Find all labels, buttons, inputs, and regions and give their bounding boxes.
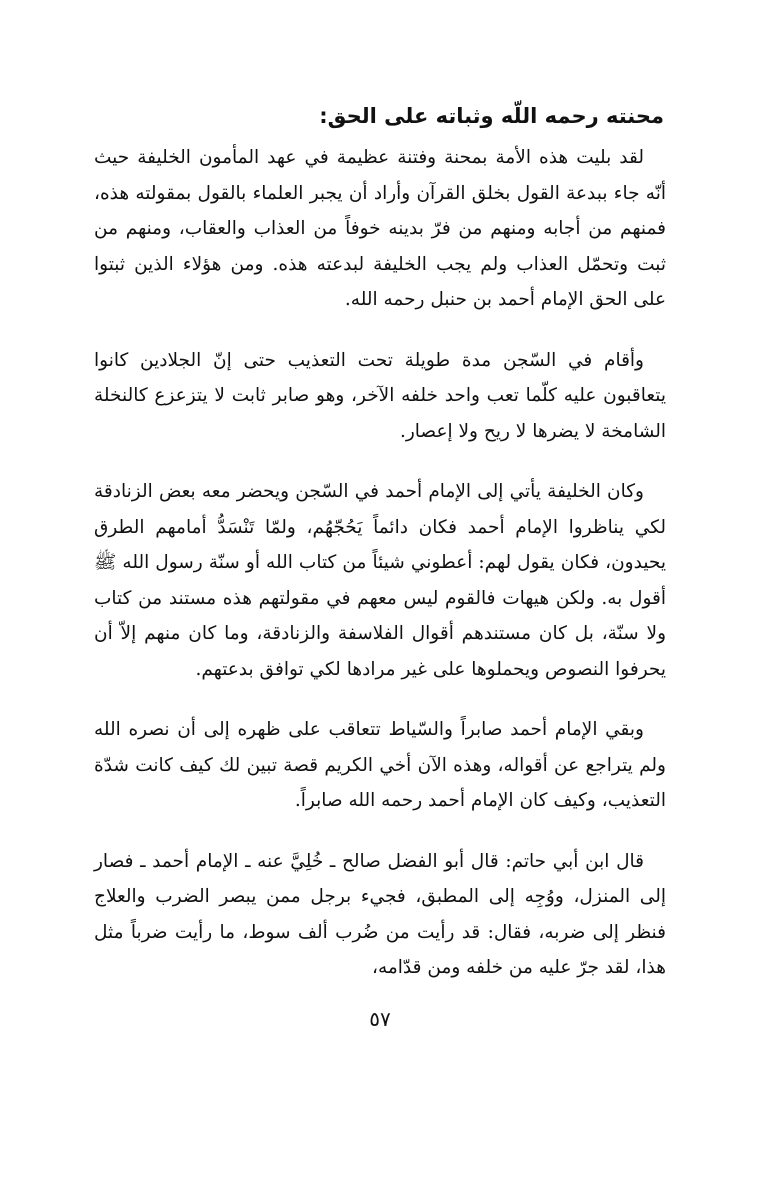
- paragraph-4: وبقي الإمام أحمد صابراً والسّياط تتعاقب على ظهره إلى أن نصره الله ولم يتراجع عن أقواله، وهذه الآن أخي الكريم قصة تبين لك كيف كانت شدّة التعذيب، وكيف كان الإمام أحمد رحمه الله صابراً.: [94, 719, 666, 811]
- paragraph-2: وأقام في السّجن مدة طويلة تحت التعذيب حتى إنّ الجلادين كانوا يتعاقبون عليه كلّما تعب واحد خلفه الآخر، وهو صابر ثابت لا يتزعزع كالنخلة الشامخة لا يضرها لا ريح ولا إعصار.: [94, 349, 666, 442]
- paragraph-5: قال ابن أبي حاتم: قال أبو الفضل صالح ـ خُلِيَّ عنه ـ الإمام أحمد ـ فصار إلى المنزل، ووُجِه إلى المطبق، فجيء برجل ممن يبصر الضرب والعلاج فنظر إلى ضربه، فقال: قد رأيت من ضُرب ألف سوط، ما رأيت ضرباً مثل هذا، لقد جرّ عليه من خلفه ومن قدّامه،: [94, 850, 666, 978]
- paragraph-1: لقد بليت هذه الأمة بمحنة وفتنة عظيمة في عهد المأمون الخليفة حيث أنّه جاء ببدعة القول بخلق القرآن وأراد أن يجبر العلماء بالقول بمقولته هذه، فمنهم من أجابه ومنهم من فرّ بدينه خوفاً من العذاب والعقاب، ومنهم من ثبت وتحمّل العذاب ولم يجب الخليفة لبدعته هذه. ومن هؤلاء الذين ثبتوا على الحق الإمام أحمد بن حنبل رحمه الله.: [94, 147, 666, 310]
- page-number: ٥٧: [369, 1007, 391, 1031]
- body-text: [94, 140, 666, 1011]
- section-heading: محنته رحمه اللّه وثباته على الحق:: [319, 104, 664, 128]
- paragraph-3: وكان الخليفة يأتي إلى الإمام أحمد في السّجن ويحضر معه بعض الزنادقة لكي يناظروا الإمام أحمد فكان دائماً يَحُجّهُم، ولمّا تَنْسَدُّ أمامهم الطرق يحيدون، فكان يقول لهم: أعطوني شيئاً من كتاب الله أو سنّة رسول الله ﷺ أقول به. ولكن هيهات فالقوم ليس معهم في مقولتهم هذه مستند من كتاب ولا سنّة، بل كان مستندهم أقوال الفلاسفة والزنادقة، وما كان منهم إلاّ أن يحرفوا النصوص ويحملوها على غير مرادها لكي توافق بدعتهم.: [94, 481, 666, 680]
